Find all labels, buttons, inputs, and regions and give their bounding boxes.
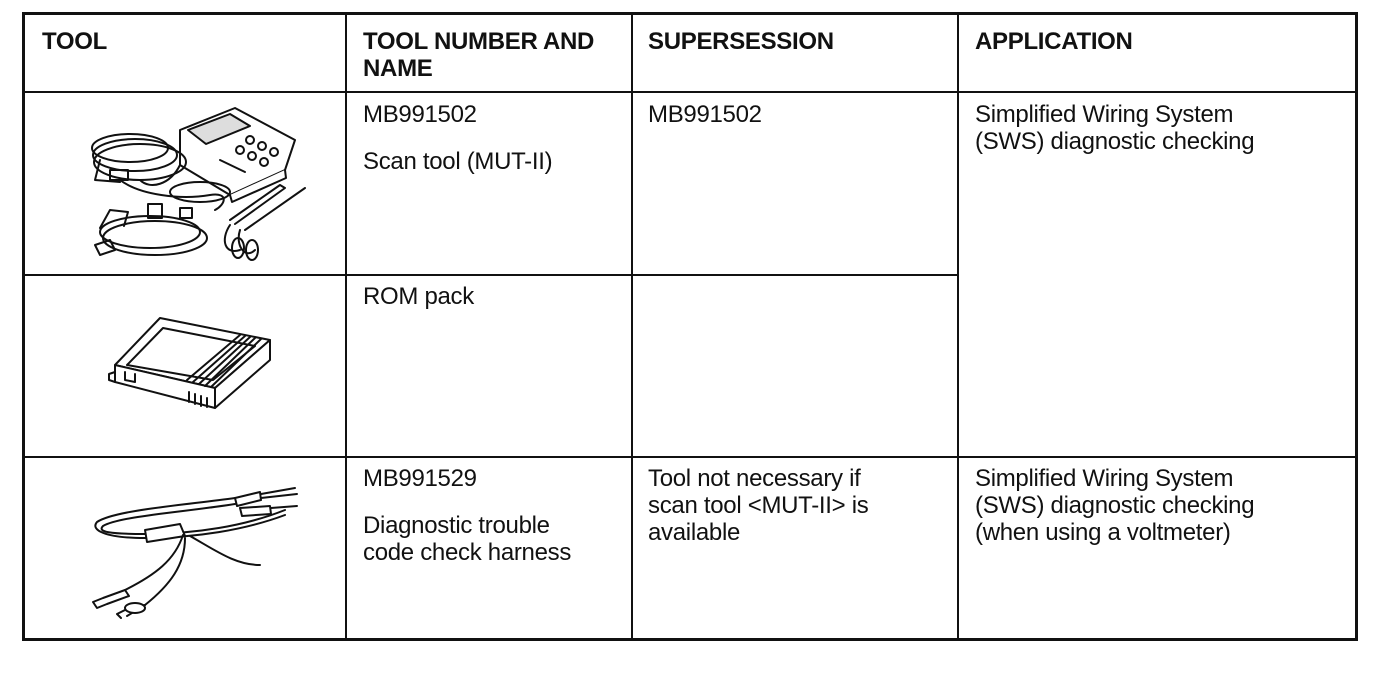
tool-number: MB991502 bbox=[363, 101, 477, 128]
column-divider bbox=[631, 12, 633, 641]
tool-number: MB991529 bbox=[363, 465, 477, 492]
header-divider bbox=[22, 91, 1358, 93]
tool-name: Diagnostic trouble code check harness bbox=[363, 512, 572, 566]
supersession-value: Tool not necessary if scan tool <MUT-II> is available bbox=[648, 465, 869, 546]
column-divider bbox=[957, 12, 959, 641]
application-text: Simplified Wiring System (SWS) diagnostic checking bbox=[975, 101, 1255, 155]
scan-tool-mut-ii-illustration bbox=[80, 100, 320, 265]
diagnostic-harness-illustration bbox=[85, 480, 305, 615]
header-supersession: SUPERSESSION bbox=[648, 28, 834, 55]
header-tool: TOOL bbox=[42, 28, 108, 55]
supersession-value: MB991502 bbox=[648, 101, 762, 128]
column-divider bbox=[345, 12, 347, 641]
rom-pack-illustration bbox=[105, 310, 280, 420]
application-text: Simplified Wiring System (SWS) diagnostic checking (when using a voltmeter) bbox=[975, 465, 1255, 546]
header-application: APPLICATION bbox=[975, 28, 1133, 55]
row-divider bbox=[22, 456, 1358, 458]
row-divider bbox=[22, 274, 958, 276]
tool-name: Scan tool (MUT-II) bbox=[363, 148, 553, 175]
header-tool-number-and-name: TOOL NUMBER AND NAME bbox=[363, 28, 595, 82]
tool-name: ROM pack bbox=[363, 283, 474, 310]
